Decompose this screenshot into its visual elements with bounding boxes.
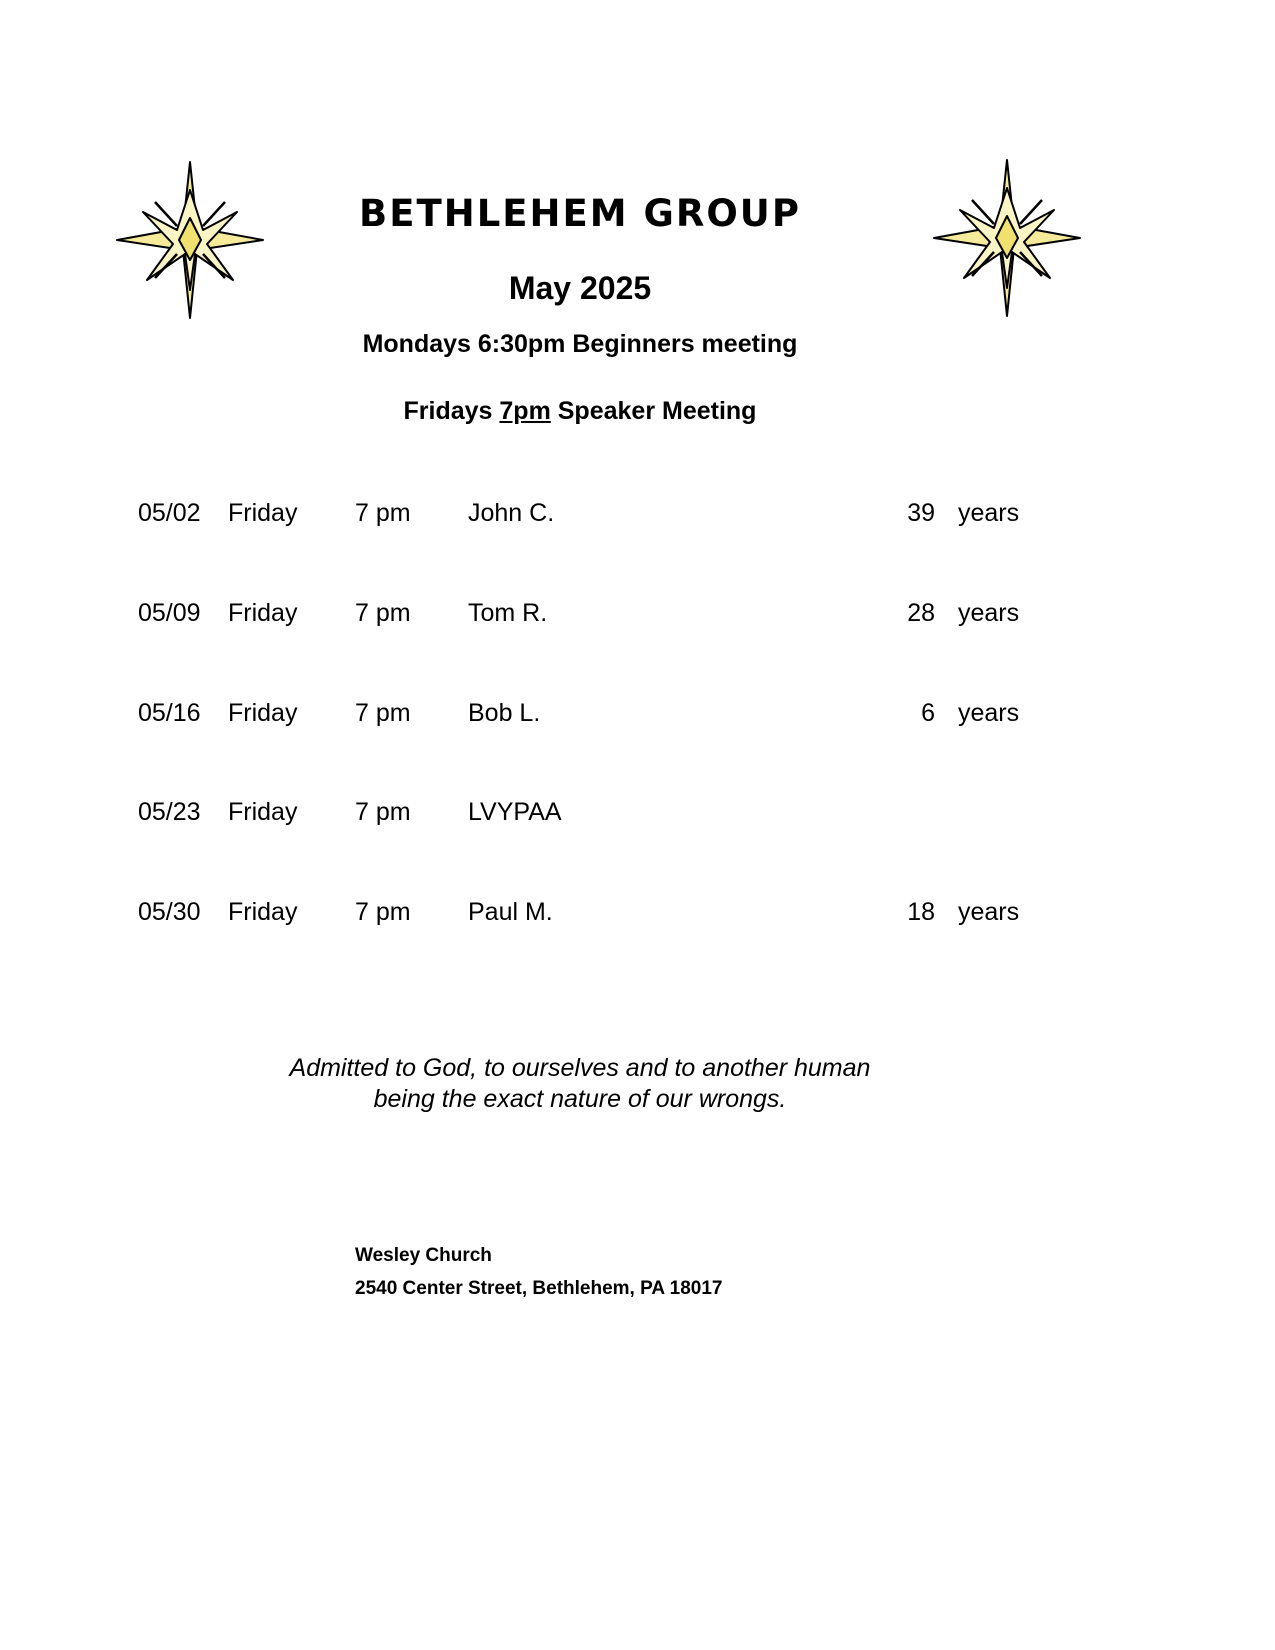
row-date: 05/09	[138, 599, 201, 627]
row-date: 05/02	[138, 499, 201, 527]
quote-line-2: being the exact nature of our wrongs.	[373, 1085, 787, 1113]
row-date: 05/30	[138, 898, 201, 926]
location-address: 2540 Center Street, Bethlehem, PA 18017	[355, 1278, 723, 1299]
row-time: 7 pm	[355, 699, 411, 727]
row-years-unit: years	[958, 599, 1020, 627]
fridays-suffix: Speaker Meeting	[550, 397, 757, 425]
row-time: 7 pm	[355, 499, 411, 527]
row-day: Friday	[228, 798, 298, 826]
step-quote	[0, 1053, 1160, 1115]
schedule-row	[0, 599, 1275, 639]
quote-line-1: Admitted to God, to ourselves and to another human	[289, 1054, 871, 1082]
location-name: Wesley Church	[355, 1245, 492, 1266]
row-years: 28	[907, 599, 935, 627]
row-speaker: Bob L.	[468, 699, 541, 727]
row-day: Friday	[228, 499, 298, 527]
row-speaker: Tom R.	[468, 599, 548, 627]
row-day: Friday	[228, 898, 298, 926]
mondays-meeting: Mondays 6:30pm Beginners meeting	[362, 330, 798, 358]
month-heading: May 2025	[508, 270, 652, 306]
row-years: 18	[907, 898, 935, 926]
row-years-unit: years	[958, 499, 1020, 527]
schedule-row	[0, 699, 1275, 739]
schedule-row	[0, 898, 1275, 938]
fridays-time: 7pm	[499, 397, 551, 425]
row-day: Friday	[228, 699, 298, 727]
group-title: BETHLEHEM GROUP	[359, 192, 801, 235]
schedule-row	[0, 499, 1275, 539]
row-speaker: LVYPAA	[468, 798, 562, 826]
row-time: 7 pm	[355, 798, 411, 826]
fridays-prefix: Fridays	[403, 397, 500, 425]
row-time: 7 pm	[355, 898, 411, 926]
fridays-meeting	[0, 397, 1160, 426]
row-years: 6	[921, 699, 935, 727]
row-date: 05/16	[138, 699, 201, 727]
row-speaker: Paul M.	[468, 898, 553, 926]
row-years: 39	[907, 499, 935, 527]
row-time: 7 pm	[355, 599, 411, 627]
schedule-row	[0, 798, 1275, 838]
row-years-unit: years	[958, 699, 1020, 727]
row-date: 05/23	[138, 798, 201, 826]
row-day: Friday	[228, 599, 298, 627]
row-speaker: John C.	[468, 499, 555, 527]
row-years-unit: years	[958, 898, 1020, 926]
